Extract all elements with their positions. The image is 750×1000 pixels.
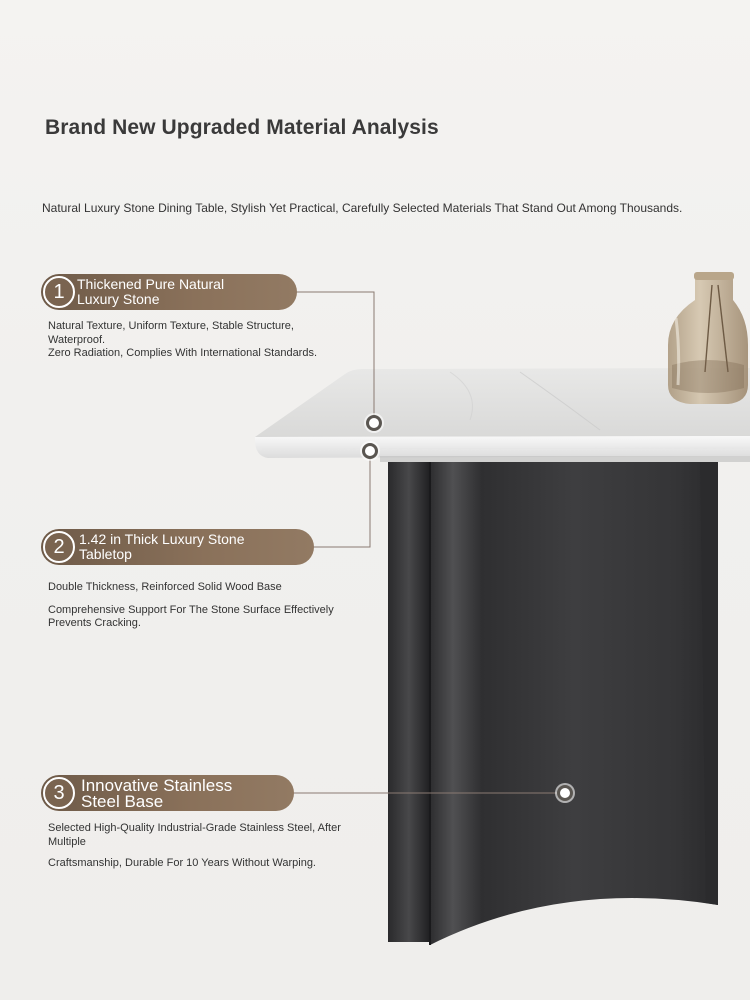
feature-1-detail-2: Zero Radiation, Complies With International Standards.: [48, 347, 318, 359]
feature-3-label: Innovative Stainless Steel Base: [81, 776, 233, 811]
glass-vase: [668, 272, 748, 404]
feature-2-number: 2: [43, 531, 75, 563]
tabletop-edge: [255, 436, 750, 458]
stainless-steel-base: [430, 462, 718, 945]
feature-2-detail-1: Double Thickness, Reinforced Solid Wood Base: [48, 581, 282, 593]
feature-2-pill: [41, 529, 314, 565]
marker-stone-surface: [366, 415, 382, 431]
feature-2-detail-2: Comprehensive Support For The Stone Surface Effectively Prevents Cracking.: [48, 603, 334, 629]
feature-2-details: [48, 581, 378, 631]
feature-3-number: 3: [43, 777, 75, 809]
feature-1-details: [48, 320, 338, 361]
marker-tabletop-edge: [362, 443, 378, 459]
feature-1-detail-1: Natural Texture, Uniform Texture, Stable Structure, Waterproof.: [48, 320, 294, 346]
marker-steel-base: [557, 785, 573, 801]
feature-1-label: Thickened Pure Natural Luxury Stone: [77, 276, 225, 307]
page-title: Brand New Upgraded Material Analysis: [45, 116, 439, 139]
page-subtitle: Natural Luxury Stone Dining Table, Stylish Yet Practical, Carefully Selected Materials That Stand Out Among Thousands.: [42, 201, 683, 215]
feature-2-label: 1.42 in Thick Luxury Stone Tabletop: [79, 531, 245, 562]
feature-3-detail-2: Craftsmanship, Durable For 10 Years Without Warping.: [48, 857, 316, 869]
base-left-panel: [388, 462, 430, 942]
feature-3-details: [48, 822, 348, 871]
feature-3-detail-1: Selected High-Quality Industrial-Grade Stainless Steel, After Multiple: [48, 822, 341, 848]
feature-1-pill: [41, 274, 297, 310]
feature-1-number: 1: [43, 276, 75, 308]
feature-3-pill: [41, 775, 294, 811]
